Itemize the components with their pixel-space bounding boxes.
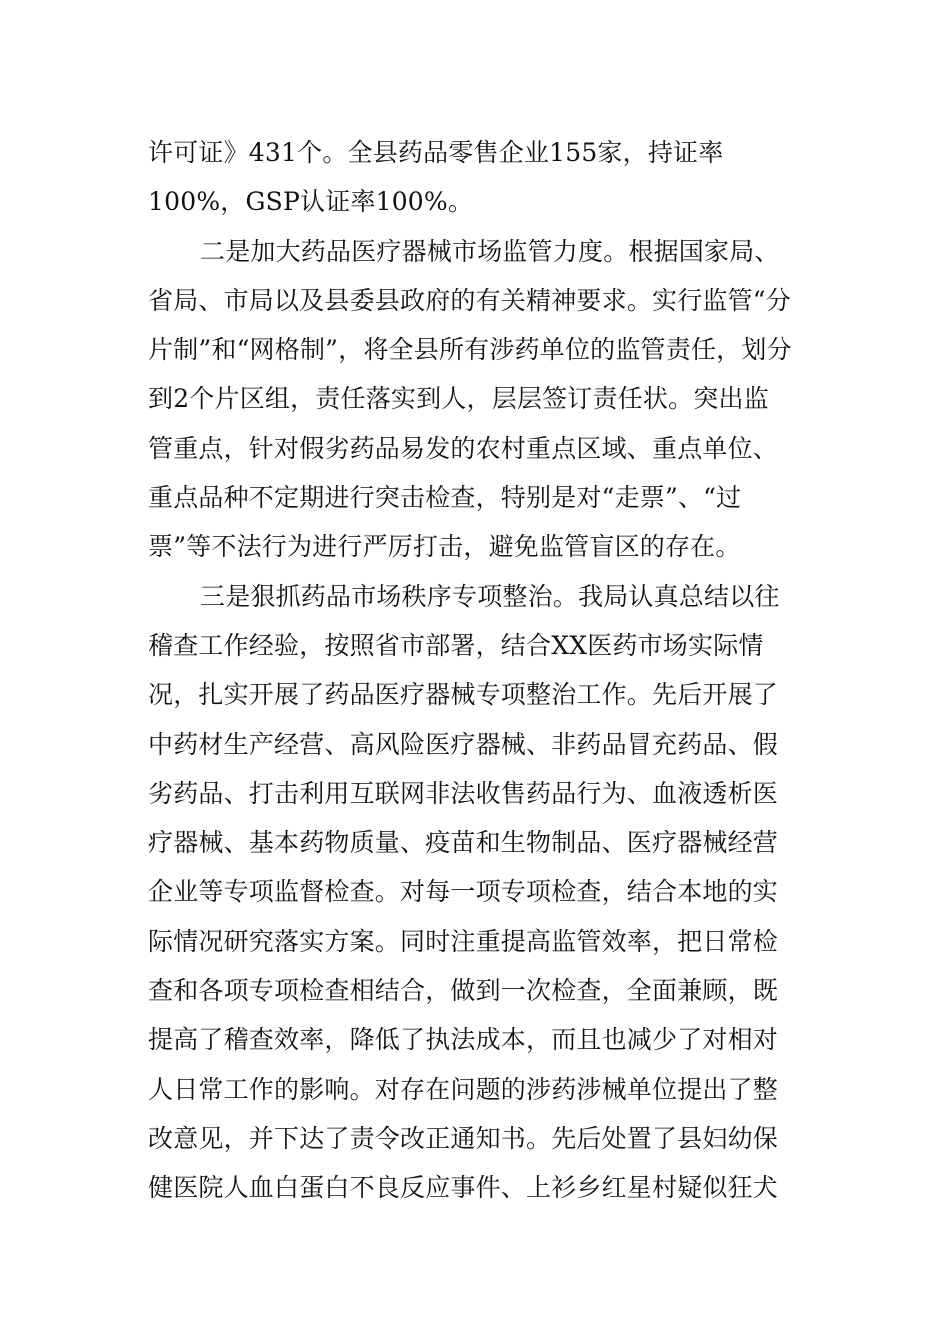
text-line: 管重点，针对假劣药品易发的农村重点区域、重点单位、 (148, 433, 779, 463)
text-line: 省局、市局以及县委县政府的有关精神要求。实行监管“分 (148, 285, 791, 315)
text-line: 100%，GSP认证率100%。 (148, 187, 474, 217)
text-line: 重点品种不定期进行突击检查，特别是对“走票”、“过 (148, 483, 742, 513)
paragraph-start-line: 三是狠抓药品市场秩序专项整治。我局认真总结以往 (200, 581, 780, 611)
text-line: 企业等专项监督检查。对每一项专项检查，结合本地的实 (148, 877, 779, 907)
text-line: 疗器械、基本药物质量、疫苗和生物制品、医疗器械经营 (148, 828, 779, 858)
document-body (148, 128, 808, 1213)
text-line: 健医院人血白蛋白不良反应事件、上衫乡红星村疑似狂犬 (148, 1173, 779, 1203)
text-line: 际情况研究落实方案。同时注重提高监管效率，把日常检 (148, 926, 779, 956)
text-line: 片制”和“网格制”，将全县所有涉药单位的监管责任，划分 (148, 335, 792, 365)
text-line: 人日常工作的影响。对存在问题的涉药涉械单位提出了整 (148, 1074, 779, 1104)
text-line: 许可证》431个。全县药品零售企业155家，持证率 (148, 138, 724, 167)
text-line: 提高了稽查效率，降低了执法成本，而且也减少了对相对 (148, 1025, 779, 1055)
text-line: 况，扎实开展了药品医疗器械专项整治工作。先后开展了 (148, 680, 779, 710)
text-line: 到2个片区组，责任落实到人，层层签订责任状。突出监 (148, 384, 769, 414)
text-line: 票”等不法行为进行严厉打击，避免监管盲区的存在。 (148, 532, 741, 562)
text-line: 劣药品、打击利用互联网非法收售药品行为、血液透析医 (148, 778, 779, 808)
text-line: 查和各项专项检查相结合，做到一次检查，全面兼顾，既 (148, 976, 779, 1006)
text-line: 中药材生产经营、高风险医疗器械、非药品冒充药品、假 (148, 729, 779, 759)
text-line: 稽查工作经验，按照省市部署，结合XX医药市场实际情 (148, 630, 764, 660)
paragraph-start-line: 二是加大药品医疗器械市场监管力度。根据国家局、 (200, 236, 780, 266)
text-line: 改意见，并下达了责令改正通知书。先后处置了县妇幼保 (148, 1123, 779, 1153)
